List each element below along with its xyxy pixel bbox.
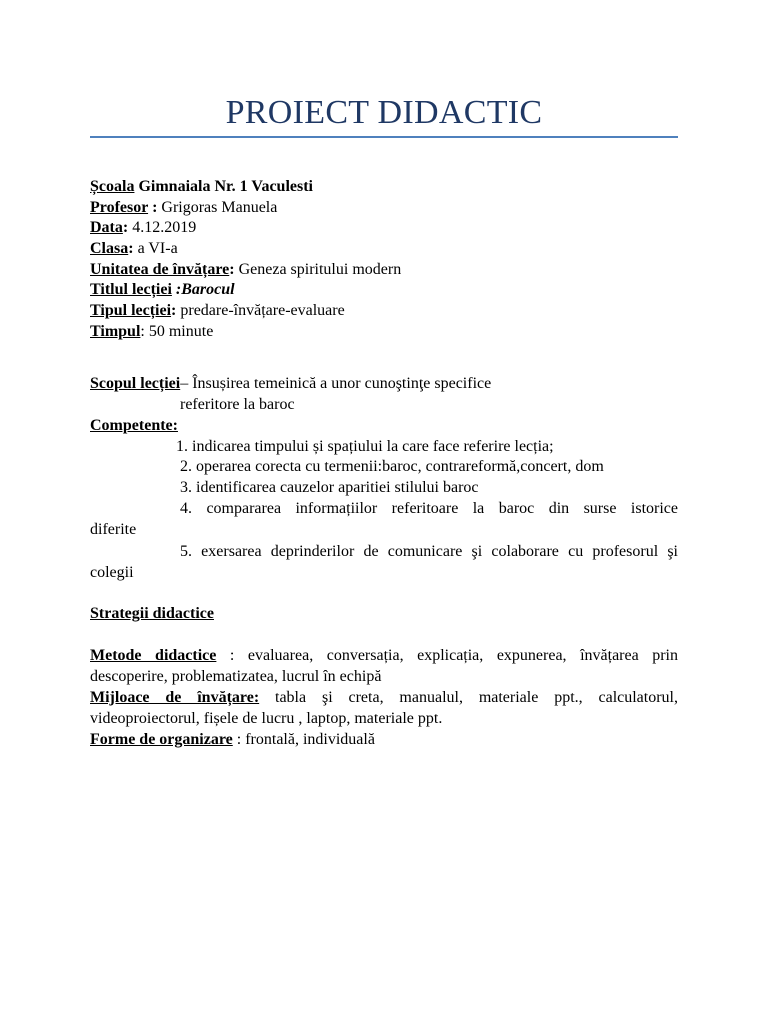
metode-text: evaluarea, conversația, explicația, expunerea, învățarea prin [247, 647, 679, 664]
scop-label: Scopul lecției [90, 375, 181, 392]
field-value: 4.12.2019 [132, 219, 197, 236]
field-label: Clasa [90, 240, 129, 257]
field-clasa: Clasa: a VI-a [90, 240, 178, 257]
forme-value: frontală, individuală [245, 731, 375, 748]
competente-heading: Competente: [90, 417, 178, 434]
field-value: 50 minute [148, 323, 214, 340]
forme-line: Forme de organizare : frontală, individuală [90, 731, 375, 748]
field-label: Titlul lecției [90, 281, 172, 298]
metode-label: Metode didactice [90, 647, 217, 664]
field-value: Gimnaiala Nr. 1 Vaculesti [138, 178, 313, 195]
mijloace-line-2: videoproiectorul, fișele de lucru , laptop, materiale ppt. [90, 710, 443, 727]
field-value: :Barocul [175, 281, 235, 298]
competenta-item-3: 3. identificarea cauzelor aparitiei stilului baroc [180, 479, 479, 496]
title-underline-rule [90, 136, 678, 138]
mijloace-label: Mijloace de învățare: [90, 689, 260, 706]
field-data: Data: 4.12.2019 [90, 219, 197, 236]
competenta-item-1: 1. indicarea timpului și spațiului la care face referire lecția; [176, 438, 554, 455]
field-label: Unitatea de învățare [90, 261, 230, 278]
field-value: Grigoras Manuela [161, 199, 278, 216]
document-title: PROIECT DIDACTIC [225, 94, 543, 131]
field-label: Data [90, 219, 123, 236]
forme-label: Forme de organizare [90, 731, 233, 748]
competenta-item-5: 5. exersarea deprinderilor de comunicare şi colaborare cu profesorul şi [180, 543, 678, 560]
field-label: Școala [90, 178, 135, 195]
field-profesor: Profesor : Grigoras Manuela [90, 199, 278, 216]
field-unitatea: Unitatea de învățare: Geneza spiritului modern [90, 261, 402, 278]
field-value: a VI-a [137, 240, 178, 257]
scop-line-2: referitore la baroc [180, 396, 295, 413]
field-value: Geneza spiritului modern [238, 261, 402, 278]
mijloace-text: tabla şi creta, manualul, materiale ppt., calculatorul, [259, 689, 679, 706]
strategii-heading: Strategii didactice [90, 605, 214, 622]
mijloace-line-1 [90, 687, 678, 708]
field-tipul: Tipul lecției: predare-învățare-evaluare [90, 302, 345, 319]
competenta-item-5-cont: colegii [90, 564, 134, 581]
competenta-item-2: 2. operarea corecta cu termenii:baroc, contrareformă,concert, dom [180, 458, 604, 475]
field-label: Profesor [90, 199, 149, 216]
scop-line-1 [90, 373, 678, 394]
competenta-item-4: 4. compararea informațiilor referitoare la baroc din surse istorice [180, 500, 678, 517]
field-label: Tipul lecției [90, 302, 172, 319]
field-label: Timpul [90, 323, 141, 340]
competenta-item-4-cont: diferite [90, 521, 137, 538]
metode-line-2: descoperire, problematizatea, lucrul în echipă [90, 668, 382, 685]
metode-line-1: Metode didactice : evaluarea, conversația, explicația, expunerea, învățarea prin [90, 647, 679, 664]
field-titlul [90, 279, 678, 300]
scop-text: – Însușirea temeinică a unor cunoştinţe specifice [180, 375, 492, 392]
field-value: predare-învățare-evaluare [180, 302, 345, 319]
field-timpul: Timpul: 50 minute [90, 323, 214, 340]
field-scoala [90, 176, 678, 197]
